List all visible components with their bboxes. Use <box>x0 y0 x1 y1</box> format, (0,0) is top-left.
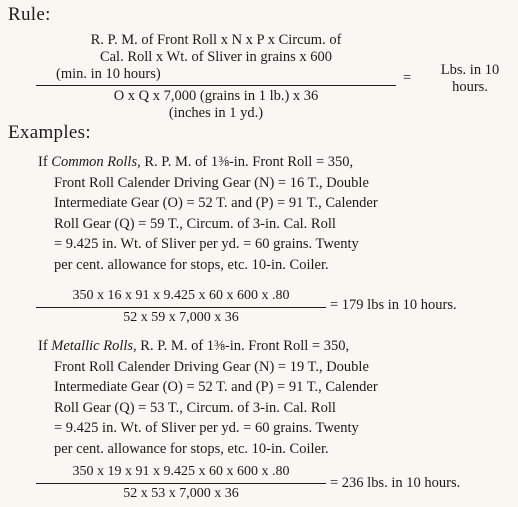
rule-numerator <box>36 32 396 83</box>
calc-denominator: 52 x 53 x 7,000 x 36 <box>123 486 239 501</box>
rule-equals-sign: = <box>403 70 412 86</box>
example-line: Intermediate Gear (O) = 52 T. and (P) = 91 T., Calender <box>54 379 378 395</box>
rule-fraction-bar <box>36 85 396 86</box>
rule-denominator-line: O x Q x 7,000 (grains in 1 lb.) x 36 <box>113 88 319 104</box>
examples-heading: Examples: <box>8 122 91 143</box>
example-first-line <box>36 152 512 173</box>
rule-numerator-line: (min. in 10 hours) <box>56 66 161 82</box>
rule-result <box>403 62 513 96</box>
example-intro: If <box>38 154 48 170</box>
example-line: Front Roll Calender Driving Gear (N) = 16 T., Double <box>54 174 369 191</box>
example-calculation <box>36 288 326 326</box>
example-calculation <box>36 464 326 502</box>
calc-result: = 236 lbs. in 10 hours. <box>330 475 461 491</box>
rule-denominator-line: (inches in 1 yd.) <box>168 105 264 121</box>
calc-fraction-bar <box>36 307 326 308</box>
example-intro: If <box>38 338 48 354</box>
example-roll-type: Metallic Rolls, <box>51 338 137 354</box>
rule-heading: Rule: <box>8 4 51 25</box>
calc-fraction-bar <box>36 483 326 484</box>
example-first-line <box>36 336 512 357</box>
example-line: = 9.425 in. Wt. of Sliver per yd. = 60 grains. Twenty <box>54 420 359 436</box>
calc-denominator: 52 x 59 x 7,000 x 36 <box>123 310 239 325</box>
calc-numerator: 350 x 16 x 91 x 9.425 x 60 x 600 x .80 <box>72 288 290 303</box>
example-line: per cent. allowance for stops, etc. 10-in. Coiler. <box>54 440 329 457</box>
rule-numerator-line: R. P. M. of Front Roll x N x P x Circum. of <box>90 32 342 48</box>
calc-numerator: 350 x 19 x 91 x 9.425 x 60 x 600 x .80 <box>72 464 290 479</box>
example-line: Roll Gear (Q) = 53 T., Circum. of 3-in. Cal. Roll <box>54 399 336 416</box>
rule-formula <box>36 32 396 122</box>
example-line: Front Roll Calender Driving Gear (N) = 19 T., Double <box>54 358 369 375</box>
rule-numerator-line: Cal. Roll x Wt. of Sliver in grains x 600 <box>99 49 333 65</box>
example-roll-type: Common Rolls, <box>51 154 141 170</box>
calc-result: = 179 lbs in 10 hours. <box>330 297 457 313</box>
example-line: = 9.425 in. Wt. of Sliver per yd. = 60 grains. Twenty <box>54 236 359 252</box>
example-metallic-rolls <box>36 336 512 459</box>
example-line: R. P. M. of 1⅜-in. Front Roll = 350, <box>144 154 354 170</box>
rule-result-line: Lbs. in 10 <box>440 62 500 78</box>
rule-result-line: hours. <box>452 79 488 95</box>
example-line: per cent. allowance for stops, etc. 10-in. Coiler. <box>54 256 329 273</box>
example-line: Intermediate Gear (O) = 52 T. and (P) = 91 T., Calender <box>54 195 378 211</box>
example-line: R. P. M. of 1⅜-in. Front Roll = 350, <box>140 338 350 354</box>
example-line: Roll Gear (Q) = 59 T., Circum. of 3-in. Cal. Roll <box>54 215 336 232</box>
rule-denominator <box>36 88 396 122</box>
example-common-rolls <box>36 152 512 275</box>
